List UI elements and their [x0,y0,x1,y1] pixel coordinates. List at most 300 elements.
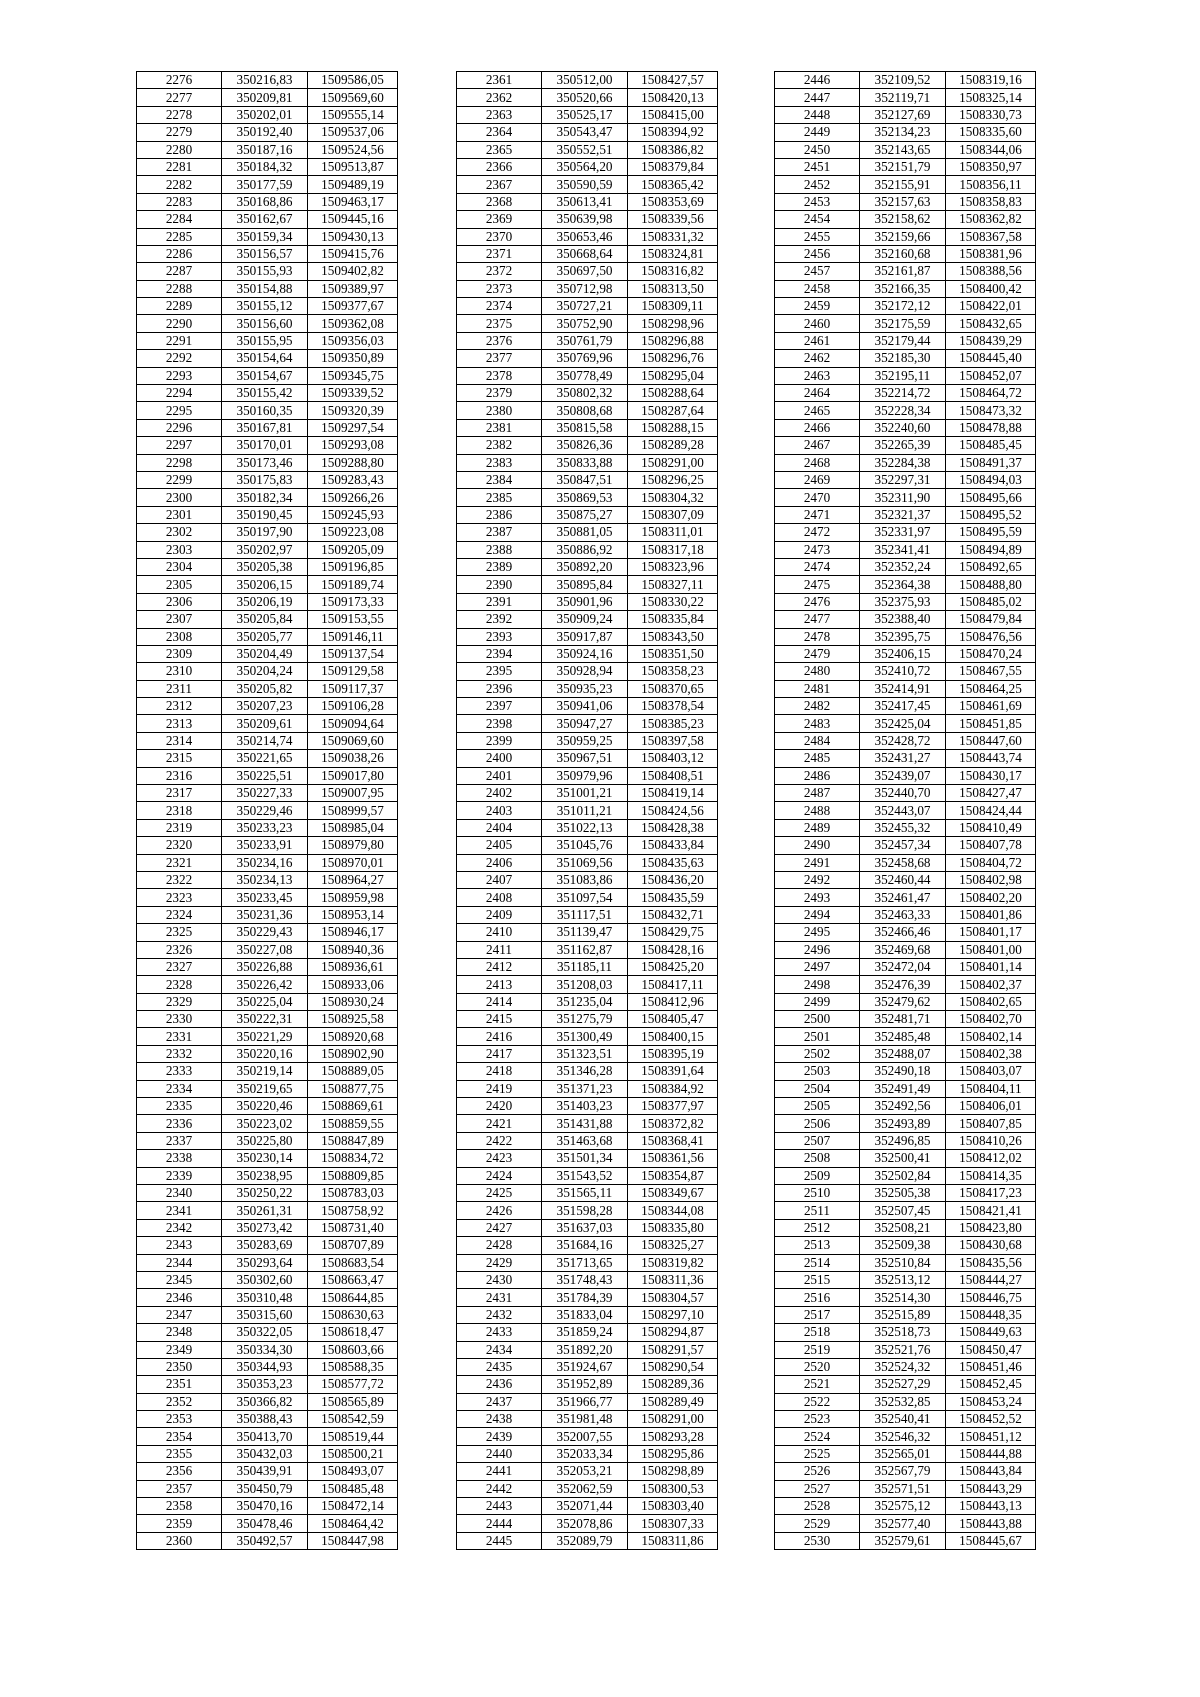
table-row [137,1115,398,1132]
y-coordinate-cell: 1509356,03 [308,332,398,349]
x-coordinate-cell: 352461,47 [860,889,946,906]
x-coordinate-cell: 350639,98 [542,211,628,228]
y-coordinate-cell: 1508295,04 [628,367,718,384]
table-row [137,558,398,575]
point-number-cell: 2380 [457,402,542,419]
y-coordinate-cell: 1509345,75 [308,367,398,384]
table-row [775,454,1036,471]
table-row [137,280,398,297]
table-row [137,1080,398,1097]
table-row [775,315,1036,332]
x-coordinate-cell: 351748,43 [542,1271,628,1288]
point-number-cell: 2418 [457,1063,542,1080]
x-coordinate-cell: 351431,88 [542,1115,628,1132]
point-number-cell: 2310 [137,663,222,680]
x-coordinate-cell: 350525,17 [542,106,628,123]
point-number-cell: 2426 [457,1202,542,1219]
y-coordinate-cell: 1508311,36 [628,1271,718,1288]
point-number-cell: 2518 [775,1324,860,1341]
point-number-cell: 2386 [457,506,542,523]
y-coordinate-cell: 1508448,35 [946,1306,1036,1323]
y-coordinate-cell: 1508443,29 [946,1480,1036,1497]
x-coordinate-cell: 351966,77 [542,1393,628,1410]
table-row [775,1358,1036,1375]
table-row [137,72,398,89]
point-number-cell: 2324 [137,906,222,923]
y-coordinate-cell: 1508388,56 [946,263,1036,280]
point-number-cell: 2317 [137,785,222,802]
table-row [457,819,718,836]
point-number-cell: 2319 [137,819,222,836]
point-number-cell: 2298 [137,454,222,471]
point-number-cell: 2353 [137,1411,222,1428]
x-coordinate-cell: 352185,30 [860,350,946,367]
point-number-cell: 2503 [775,1063,860,1080]
point-number-cell: 2295 [137,402,222,419]
x-coordinate-cell: 350959,25 [542,732,628,749]
y-coordinate-cell: 1509415,76 [308,245,398,262]
point-number-cell: 2330 [137,1011,222,1028]
point-number-cell: 2318 [137,802,222,819]
table-row [137,176,398,193]
x-coordinate-cell: 350613,41 [542,193,628,210]
x-coordinate-cell: 350205,84 [222,611,308,628]
table-row [775,298,1036,315]
table-row [137,454,398,471]
x-coordinate-cell: 350205,82 [222,680,308,697]
point-number-cell: 2405 [457,837,542,854]
x-coordinate-cell: 352513,12 [860,1271,946,1288]
y-coordinate-cell: 1508319,16 [946,72,1036,89]
table-row [137,1393,398,1410]
table-row [775,1202,1036,1219]
point-number-cell: 2404 [457,819,542,836]
x-coordinate-cell: 350413,70 [222,1428,308,1445]
point-number-cell: 2325 [137,924,222,941]
point-number-cell: 2450 [775,141,860,158]
x-coordinate-cell: 350808,68 [542,402,628,419]
y-coordinate-cell: 1508453,24 [946,1393,1036,1410]
y-coordinate-cell: 1508405,47 [628,1011,718,1028]
y-coordinate-cell: 1508296,76 [628,350,718,367]
table-row [137,924,398,941]
point-number-cell: 2476 [775,593,860,610]
y-coordinate-cell: 1508402,65 [946,993,1036,1010]
x-coordinate-cell: 350221,65 [222,750,308,767]
x-coordinate-cell: 352575,12 [860,1498,946,1515]
x-coordinate-cell: 352546,32 [860,1428,946,1445]
y-coordinate-cell: 1509389,97 [308,280,398,297]
y-coordinate-cell: 1508485,48 [308,1480,398,1497]
x-coordinate-cell: 352388,40 [860,611,946,628]
point-number-cell: 2414 [457,993,542,1010]
table-row [775,1411,1036,1428]
y-coordinate-cell: 1508447,60 [946,732,1036,749]
point-number-cell: 2517 [775,1306,860,1323]
coordinate-table [774,71,1036,1550]
table-row [775,993,1036,1010]
x-coordinate-cell: 352508,21 [860,1219,946,1236]
point-number-cell: 2344 [137,1254,222,1271]
x-coordinate-cell: 350167,81 [222,419,308,436]
table-row [137,524,398,541]
point-number-cell: 2315 [137,750,222,767]
table-row [775,1150,1036,1167]
table-row [775,663,1036,680]
x-coordinate-cell: 352488,07 [860,1045,946,1062]
x-coordinate-cell: 350173,46 [222,454,308,471]
table-row [457,941,718,958]
table-row [775,1098,1036,1115]
x-coordinate-cell: 352509,38 [860,1237,946,1254]
table-row [775,837,1036,854]
x-coordinate-cell: 350155,93 [222,263,308,280]
y-coordinate-cell: 1508451,12 [946,1428,1036,1445]
point-number-cell: 2439 [457,1428,542,1445]
point-number-cell: 2391 [457,593,542,610]
table-row [775,1132,1036,1149]
point-number-cell: 2446 [775,72,860,89]
x-coordinate-cell: 352463,33 [860,906,946,923]
y-coordinate-cell: 1508783,03 [308,1185,398,1202]
point-number-cell: 2398 [457,715,542,732]
y-coordinate-cell: 1508452,07 [946,367,1036,384]
table-row [457,1445,718,1462]
table-row [137,767,398,784]
y-coordinate-cell: 1509266,26 [308,489,398,506]
table-row [137,976,398,993]
point-number-cell: 2277 [137,89,222,106]
y-coordinate-cell: 1508427,47 [946,785,1036,802]
y-coordinate-cell: 1508300,53 [628,1480,718,1497]
y-coordinate-cell: 1508443,74 [946,750,1036,767]
point-number-cell: 2495 [775,924,860,941]
table-row [137,1498,398,1515]
y-coordinate-cell: 1508325,14 [946,89,1036,106]
y-coordinate-cell: 1508297,10 [628,1306,718,1323]
point-number-cell: 2474 [775,558,860,575]
table-row [137,124,398,141]
point-number-cell: 2413 [457,976,542,993]
y-coordinate-cell: 1508467,55 [946,663,1036,680]
point-number-cell: 2375 [457,315,542,332]
table-row [457,802,718,819]
x-coordinate-cell: 351403,23 [542,1098,628,1115]
table-row [457,158,718,175]
x-coordinate-cell: 352490,18 [860,1063,946,1080]
x-coordinate-cell: 351346,28 [542,1063,628,1080]
x-coordinate-cell: 350752,90 [542,315,628,332]
table-row [137,315,398,332]
point-number-cell: 2410 [457,924,542,941]
y-coordinate-cell: 1508495,59 [946,524,1036,541]
x-coordinate-cell: 350432,03 [222,1445,308,1462]
point-number-cell: 2528 [775,1498,860,1515]
y-coordinate-cell: 1508630,63 [308,1306,398,1323]
y-coordinate-cell: 1508325,27 [628,1237,718,1254]
table-row [775,332,1036,349]
table-row [775,350,1036,367]
table-row [137,680,398,697]
x-coordinate-cell: 350901,96 [542,593,628,610]
table-row [457,106,718,123]
y-coordinate-cell: 1508428,38 [628,819,718,836]
table-row [775,419,1036,436]
table-row [137,1358,398,1375]
y-coordinate-cell: 1508349,67 [628,1185,718,1202]
point-number-cell: 2299 [137,471,222,488]
x-coordinate-cell: 352161,87 [860,263,946,280]
y-coordinate-cell: 1508307,33 [628,1515,718,1532]
x-coordinate-cell: 350214,74 [222,732,308,749]
x-coordinate-cell: 350875,27 [542,506,628,523]
table-row [775,402,1036,419]
x-coordinate-cell: 351011,21 [542,802,628,819]
table-row [457,628,718,645]
table-row [775,106,1036,123]
point-number-cell: 2289 [137,298,222,315]
y-coordinate-cell: 1508319,82 [628,1254,718,1271]
point-number-cell: 2396 [457,680,542,697]
y-coordinate-cell: 1508443,88 [946,1515,1036,1532]
x-coordinate-cell: 350590,59 [542,176,628,193]
table-row [137,1376,398,1393]
table-row [137,350,398,367]
point-number-cell: 2471 [775,506,860,523]
point-number-cell: 2345 [137,1271,222,1288]
table-row [457,245,718,262]
y-coordinate-cell: 1508476,56 [946,628,1036,645]
table-row [457,298,718,315]
y-coordinate-cell: 1508293,28 [628,1428,718,1445]
y-coordinate-cell: 1508443,13 [946,1498,1036,1515]
point-number-cell: 2297 [137,437,222,454]
x-coordinate-cell: 350478,46 [222,1515,308,1532]
y-coordinate-cell: 1508404,72 [946,854,1036,871]
y-coordinate-cell: 1508335,84 [628,611,718,628]
point-number-cell: 2287 [137,263,222,280]
table-row [775,1376,1036,1393]
x-coordinate-cell: 352455,32 [860,819,946,836]
x-coordinate-cell: 350204,24 [222,663,308,680]
y-coordinate-cell: 1508330,22 [628,593,718,610]
x-coordinate-cell: 351565,11 [542,1185,628,1202]
x-coordinate-cell: 352507,45 [860,1202,946,1219]
x-coordinate-cell: 350220,16 [222,1045,308,1062]
y-coordinate-cell: 1509117,37 [308,680,398,697]
x-coordinate-cell: 350778,49 [542,367,628,384]
coordinate-table [136,71,398,1550]
x-coordinate-cell: 352518,73 [860,1324,946,1341]
point-number-cell: 2311 [137,680,222,697]
x-coordinate-cell: 350233,23 [222,819,308,836]
y-coordinate-cell: 1508439,29 [946,332,1036,349]
table-row [775,576,1036,593]
table-row [775,1324,1036,1341]
x-coordinate-cell: 350967,51 [542,750,628,767]
table-row [457,315,718,332]
table-row [137,1011,398,1028]
point-number-cell: 2491 [775,854,860,871]
x-coordinate-cell: 350187,16 [222,141,308,158]
x-coordinate-cell: 350979,96 [542,767,628,784]
table-row [137,645,398,662]
table-row [457,1080,718,1097]
y-coordinate-cell: 1508707,89 [308,1237,398,1254]
point-number-cell: 2444 [457,1515,542,1532]
y-coordinate-cell: 1509513,87 [308,158,398,175]
y-coordinate-cell: 1508435,59 [628,889,718,906]
y-coordinate-cell: 1508464,42 [308,1515,398,1532]
table-row [137,1202,398,1219]
point-number-cell: 2507 [775,1132,860,1149]
table-row [457,593,718,610]
point-number-cell: 2357 [137,1480,222,1497]
y-coordinate-cell: 1508403,12 [628,750,718,767]
table-row [775,854,1036,871]
y-coordinate-cell: 1508430,68 [946,1237,1036,1254]
y-coordinate-cell: 1508404,11 [946,1080,1036,1097]
table-row [137,611,398,628]
point-number-cell: 2512 [775,1219,860,1236]
point-number-cell: 2392 [457,611,542,628]
x-coordinate-cell: 352109,52 [860,72,946,89]
y-coordinate-cell: 1508425,20 [628,958,718,975]
table-row [137,593,398,610]
y-coordinate-cell: 1508424,56 [628,802,718,819]
y-coordinate-cell: 1508428,16 [628,941,718,958]
x-coordinate-cell: 352505,38 [860,1185,946,1202]
y-coordinate-cell: 1508298,96 [628,315,718,332]
point-number-cell: 2526 [775,1463,860,1480]
y-coordinate-cell: 1508446,75 [946,1289,1036,1306]
point-number-cell: 2422 [457,1132,542,1149]
point-number-cell: 2301 [137,506,222,523]
table-row [457,1237,718,1254]
y-coordinate-cell: 1508311,86 [628,1532,718,1549]
table-row [137,837,398,854]
point-number-cell: 2514 [775,1254,860,1271]
point-number-cell: 2433 [457,1324,542,1341]
table-row [137,750,398,767]
point-number-cell: 2425 [457,1185,542,1202]
table-row [775,976,1036,993]
x-coordinate-cell: 352425,04 [860,715,946,732]
x-coordinate-cell: 352127,69 [860,106,946,123]
y-coordinate-cell: 1508869,61 [308,1098,398,1115]
x-coordinate-cell: 351684,16 [542,1237,628,1254]
point-number-cell: 2488 [775,802,860,819]
y-coordinate-cell: 1508999,57 [308,802,398,819]
y-coordinate-cell: 1508731,40 [308,1219,398,1236]
point-number-cell: 2322 [137,871,222,888]
x-coordinate-cell: 352331,97 [860,524,946,541]
y-coordinate-cell: 1508445,67 [946,1532,1036,1549]
table-row [457,489,718,506]
y-coordinate-cell: 1508834,72 [308,1150,398,1167]
x-coordinate-cell: 351501,34 [542,1150,628,1167]
table-row [775,1237,1036,1254]
x-coordinate-cell: 350226,42 [222,976,308,993]
point-number-cell: 2419 [457,1080,542,1097]
point-number-cell: 2309 [137,645,222,662]
table-row [457,1011,718,1028]
point-number-cell: 2506 [775,1115,860,1132]
y-coordinate-cell: 1509489,19 [308,176,398,193]
x-coordinate-cell: 350802,32 [542,385,628,402]
y-coordinate-cell: 1509445,16 [308,211,398,228]
y-coordinate-cell: 1508495,52 [946,506,1036,523]
x-coordinate-cell: 352417,45 [860,698,946,715]
table-row [457,332,718,349]
x-coordinate-cell: 350155,42 [222,385,308,402]
table-row [457,1324,718,1341]
y-coordinate-cell: 1508429,75 [628,924,718,941]
point-number-cell: 2470 [775,489,860,506]
table-row [137,871,398,888]
point-number-cell: 2280 [137,141,222,158]
point-number-cell: 2370 [457,228,542,245]
point-number-cell: 2459 [775,298,860,315]
x-coordinate-cell: 350928,94 [542,663,628,680]
y-coordinate-cell: 1508577,72 [308,1376,398,1393]
point-number-cell: 2368 [457,193,542,210]
y-coordinate-cell: 1509402,82 [308,263,398,280]
y-coordinate-cell: 1508335,60 [946,124,1036,141]
y-coordinate-cell: 1508877,75 [308,1080,398,1097]
y-coordinate-cell: 1508443,84 [946,1463,1036,1480]
x-coordinate-cell: 350156,57 [222,245,308,262]
y-coordinate-cell: 1508433,84 [628,837,718,854]
table-row [137,993,398,1010]
table-row [775,385,1036,402]
point-number-cell: 2348 [137,1324,222,1341]
point-number-cell: 2432 [457,1306,542,1323]
y-coordinate-cell: 1508295,86 [628,1445,718,1462]
table-row [457,524,718,541]
table-row [775,698,1036,715]
table-row [457,280,718,297]
table-row [775,558,1036,575]
x-coordinate-cell: 350233,91 [222,837,308,854]
y-coordinate-cell: 1508370,65 [628,680,718,697]
x-coordinate-cell: 350924,16 [542,645,628,662]
point-number-cell: 2498 [775,976,860,993]
point-number-cell: 2442 [457,1480,542,1497]
table-row [137,541,398,558]
y-coordinate-cell: 1508447,98 [308,1532,398,1549]
table-row [137,854,398,871]
x-coordinate-cell: 352521,76 [860,1341,946,1358]
x-coordinate-cell: 350227,08 [222,941,308,958]
point-number-cell: 2373 [457,280,542,297]
point-number-cell: 2527 [775,1480,860,1497]
y-coordinate-cell: 1508959,98 [308,889,398,906]
x-coordinate-cell: 350712,98 [542,280,628,297]
y-coordinate-cell: 1509586,05 [308,72,398,89]
point-number-cell: 2397 [457,698,542,715]
point-number-cell: 2294 [137,385,222,402]
y-coordinate-cell: 1509196,85 [308,558,398,575]
y-coordinate-cell: 1508809,85 [308,1167,398,1184]
y-coordinate-cell: 1509094,64 [308,715,398,732]
y-coordinate-cell: 1508408,51 [628,767,718,784]
table-row [775,158,1036,175]
y-coordinate-cell: 1508494,89 [946,541,1036,558]
x-coordinate-cell: 350184,32 [222,158,308,175]
point-number-cell: 2427 [457,1219,542,1236]
point-number-cell: 2290 [137,315,222,332]
